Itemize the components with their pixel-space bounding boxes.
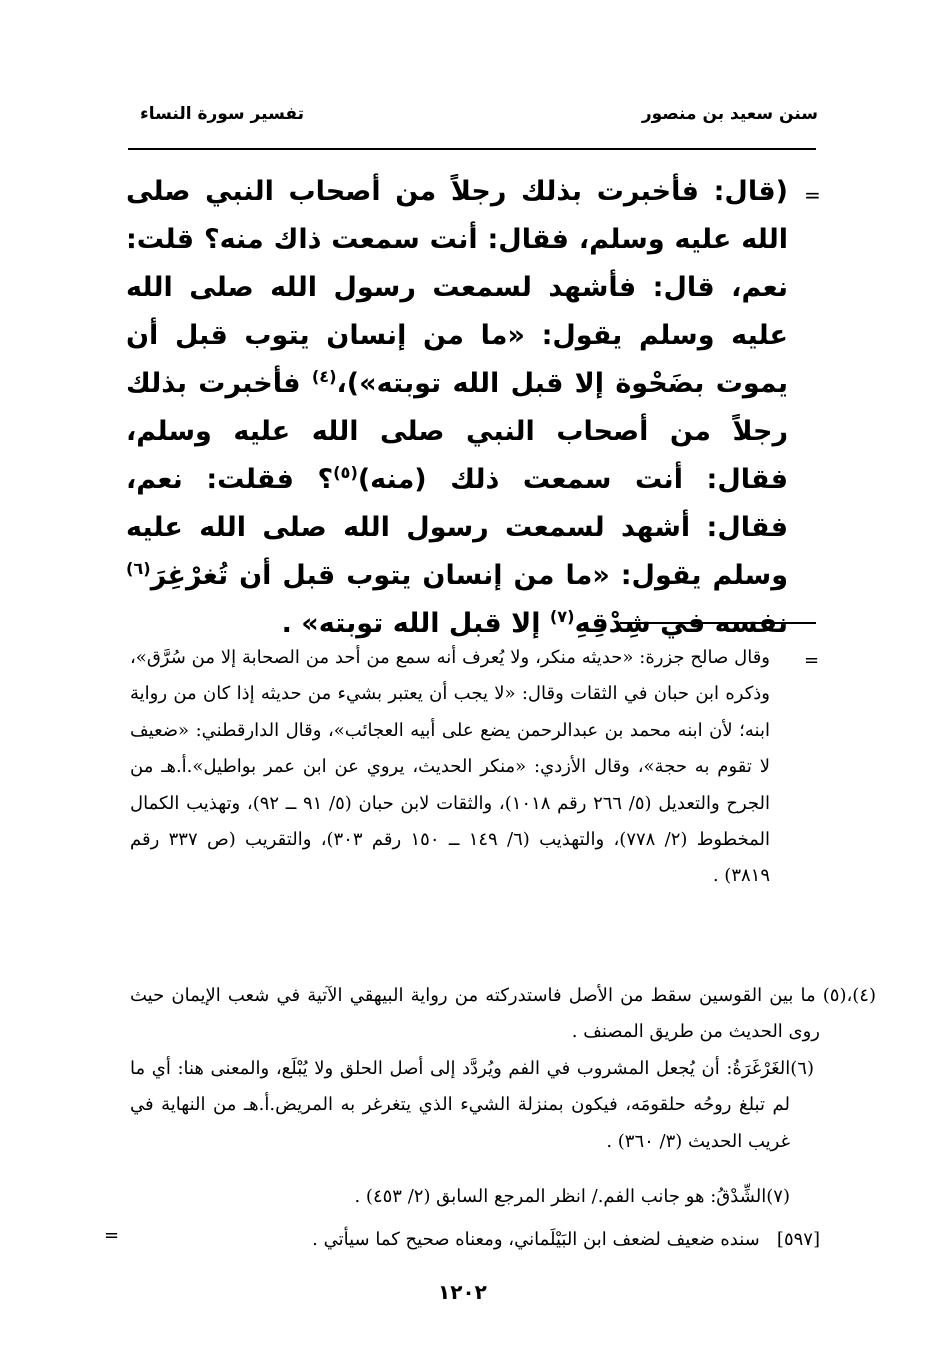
hadith-grade-note	[130, 1222, 820, 1258]
footnote-ref-5: (٥)	[333, 463, 358, 482]
main-text-segment: نفسه في شِدْقِهِ	[574, 608, 788, 639]
main-text-segment: فأخبرت بذلك رجلاً من أصحاب النبي صلى الله عليه وسلم، فقال: أنت سمعت ذلك (منه)	[126, 368, 788, 495]
page-number: ١٢٠٢	[438, 1280, 487, 1304]
main-text-segment: إلا قبل الله توبته» .	[281, 608, 550, 639]
footnote-7: (٧)الشِّدْقُ: هو جانب الفم./ انظر المرجع السابق (٢/ ٤٥٣) .	[354, 1186, 790, 1207]
main-text-segment: ؟ فقلت: نعم، فقال: أشهد لسمعت رسول الله صلى الله عليه وسلم يقول: «ما من إنسان يتوب قبل أن تُغرْغِرَ	[126, 464, 788, 591]
running-header-section-title: تفسير سورة النساء	[140, 104, 304, 124]
header-rule	[128, 148, 816, 150]
footnote-continuation-mark: =	[804, 650, 820, 671]
footnote-ref-4: (٤)	[311, 367, 337, 386]
hadith-grade: سنده ضعيف لضعف ابن البَيْلَماني، ومعناه صحيح كما سيأتي .	[312, 1229, 760, 1250]
footnote-6: (٦)الغَرْغَرَةُ: أن يُجعل المشروب في الفم ويُردَّد إلى أصل الحلق ولا يُبْلَع، والمعنى هنا: أي ما لم تبلغ روحُه حلقومَه، فيكون بمنزلة الشيء الذي يتغرغر به المريض.أ.هـ من النهاية في غريب الحديث (٣/ ٣٦٠) .	[130, 1058, 814, 1152]
footnote-separator	[620, 622, 816, 624]
footnote-continued-text: وقال صالح جزرة: «حديثه منكر، ولا يُعرف أنه سمع من أحد من الصحابة إلا من سُرَّق»، وذكره ابن حبان في الثقات وقال: «لا يجب أن يعتبر بشيء من حديثه إذا كان من رواية ابنه؛ لأن ابنه محمد بن عبدالرحمن يضع على أبيه العجائب»، وقال الدارقطني: «ضعيف لا تقوم به حجة»، وقال الأزدي: «منكر الحديث، يروي عن ابن عمر بواطيل».أ.هـ من الجرح والتعديل (٥/ ٢٦٦ رقم ١٠١٨)، والثقات لابن حبان (٥/ ٩١ ــ ٩٢)، وتهذيب الكمال المخطوط (٢/ ٧٧٨)، والتهذيب (٦/ ١٤٩ ــ ١٥٠ رقم ٣٠٣)، والتقريب (ص ٣٣٧ رقم ٣٨١٩) .	[130, 647, 770, 887]
footnote-ref-6: (٦)	[126, 559, 151, 578]
hadith-number: [٥٩٧]	[776, 1229, 820, 1250]
hadith-main-text	[126, 168, 788, 648]
main-text-segment: (قال: فأخبرت بذلك رجلاً من أصحاب النبي صلى الله عليه وسلم، فقال: أنت سمعت ذاك منه؟ قلت: نعم، قال: فأشهد لسمعت رسول الله صلى الله عليه وسلم يقول: «ما من إنسان يتوب قبل أن يموت بضَحْوة إلا قبل الله توبته»)،	[126, 176, 788, 399]
running-header-book-title: سنن سعيد بن منصور	[641, 104, 818, 124]
main-continuation-mark: =	[804, 183, 821, 207]
footnote-ref-7: (٧)	[549, 607, 575, 626]
footnote-4-5: (٤)،(٥) ما بين القوسين سقط من الأصل فاستدركته من رواية البيهقي الآتية في شعب الإيمان حيث روى الحديث من طريق المصنف .	[130, 985, 876, 1043]
bottom-continuation-mark: =	[104, 1225, 120, 1246]
